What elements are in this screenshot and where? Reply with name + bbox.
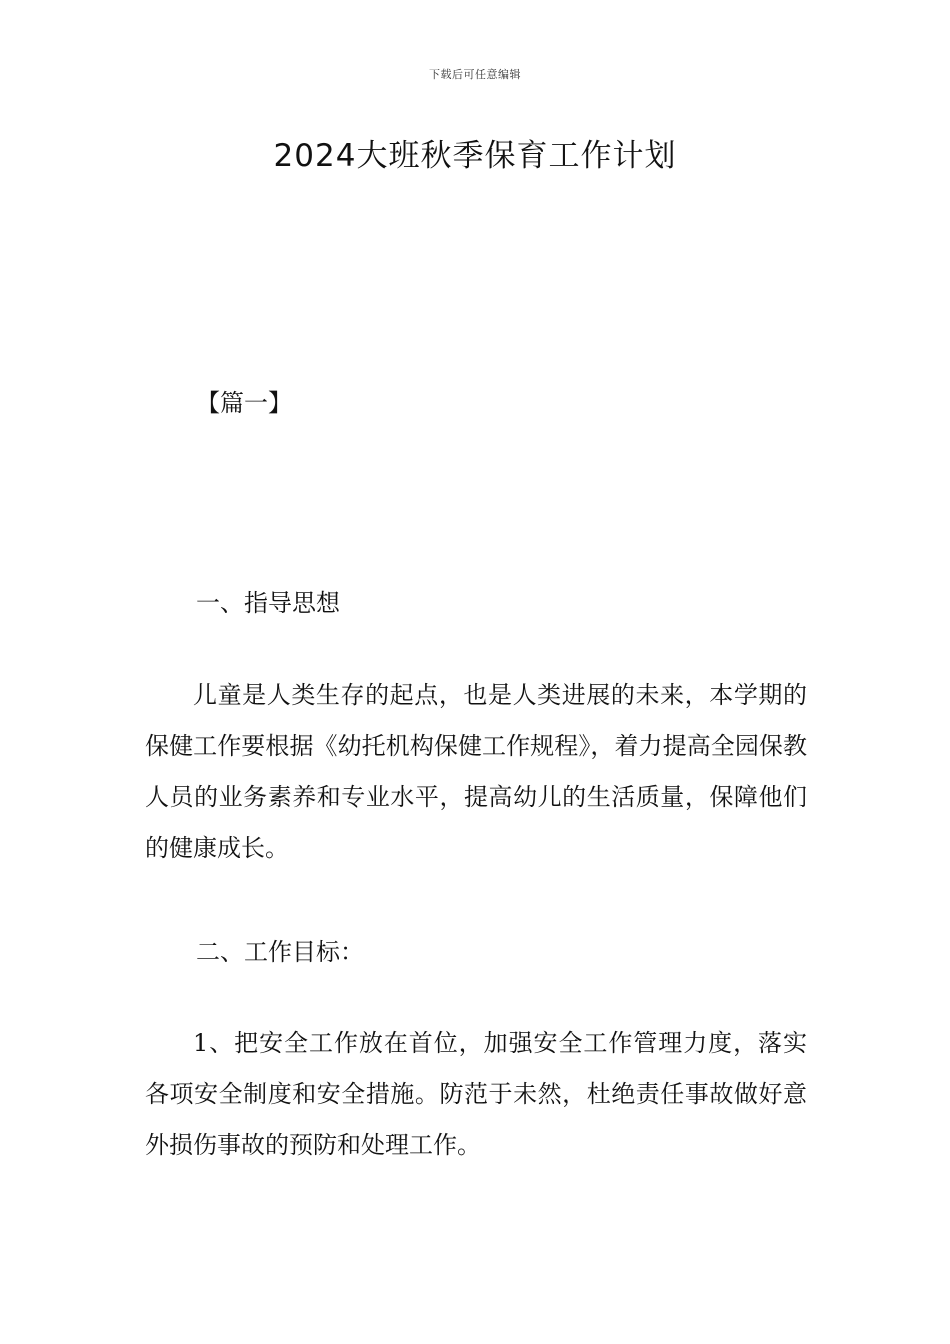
header-note: 下载后可任意编辑 (429, 68, 521, 81)
paragraph-guiding-ideology: 儿童是人类生存的起点，也是人类进展的未来，本学期的保健工作要根据《幼托机构保健工作规程》，着力提高全园保教人员的业务素养和专业水平，提高幼儿的生活质量，保障他们的健康成长。 (145, 681, 807, 862)
section-tag: 【篇一】 (196, 389, 292, 417)
document-title: 2024大班秋季保育工作计划 (273, 138, 677, 174)
heading-guiding-ideology: 一、指导思想 (196, 589, 340, 617)
heading-work-goals: 二、工作目标： (196, 938, 364, 966)
paragraph-goal-1: 1、把安全工作放在首位，加强安全工作管理力度，落实各项安全制度和安全措施。防范于未然，杜绝责任事故做好意外损伤事故的预防和处理工作。 (145, 1029, 807, 1159)
